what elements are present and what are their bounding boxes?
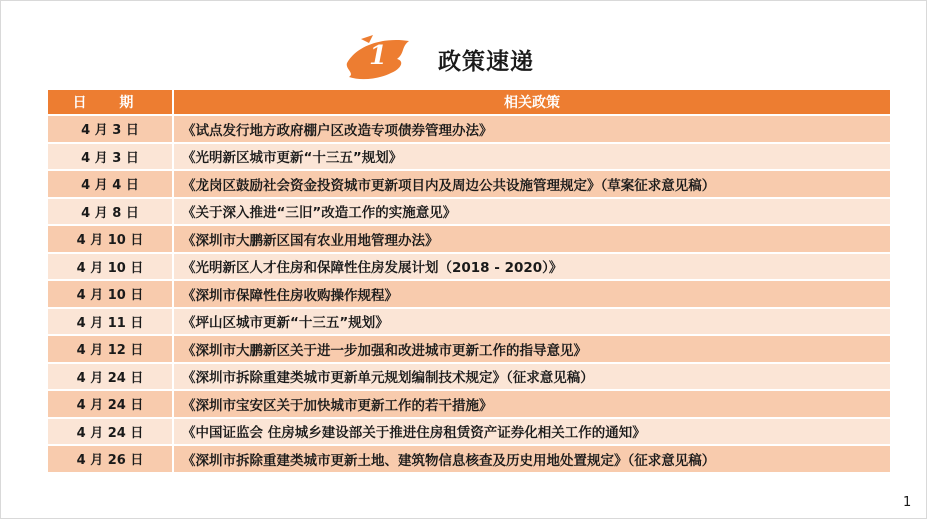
row-policy: 《关于深入推进“三旧”改造工作的实施意见》 [174,199,890,227]
table-row [48,226,890,254]
row-date: 4 月 11 日 [48,309,174,337]
table-row [48,199,890,227]
table-row [48,336,890,364]
table-row [48,144,890,172]
table-row [48,171,890,199]
row-date: 4 月 3 日 [48,144,174,172]
row-policy: 《深圳市大鹏新区国有农业用地管理办法》 [174,226,890,254]
row-date: 4 月 10 日 [48,254,174,282]
table-row [48,391,890,419]
page-title: 政策速递 [438,49,534,75]
row-policy: 《光明新区城市更新“十三五”规划》 [174,144,890,172]
row-date: 4 月 10 日 [48,281,174,309]
row-policy: 《试点发行地方政府棚户区改造专项债券管理办法》 [174,116,890,144]
row-date: 4 月 12 日 [48,336,174,364]
table-row [48,446,890,474]
row-date: 4 月 8 日 [48,199,174,227]
column-header-policy: 相关政策 [174,90,890,116]
row-date: 4 月 24 日 [48,364,174,392]
row-policy: 《深圳市宝安区关于加快城市更新工作的若干措施》 [174,391,890,419]
policy-table [48,90,890,474]
table-row [48,281,890,309]
table-row [48,254,890,282]
row-policy: 《光明新区人才住房和保障性住房发展计划（2018 - 2020）》 [174,254,890,282]
table-row [48,364,890,392]
section-number: 1 [368,41,388,71]
row-policy: 《深圳市保障性住房收购操作规程》 [174,281,890,309]
row-date: 4 月 26 日 [48,446,174,474]
page-number: 1 [903,495,912,510]
table-row [48,419,890,447]
row-policy: 《龙岗区鼓励社会资金投资城市更新项目内及周边公共设施管理规定》（草案征求意见稿） [174,171,890,199]
row-date: 4 月 10 日 [48,226,174,254]
row-policy: 《中国证监会 住房城乡建设部关于推进住房租赁资产证券化相关工作的通知》 [174,419,890,447]
table-row [48,116,890,144]
row-policy: 《深圳市大鹏新区关于进一步加强和改进城市更新工作的指导意见》 [174,336,890,364]
row-policy: 《深圳市拆除重建类城市更新土地、建筑物信息核查及历史用地处置规定》（征求意见稿） [174,446,890,474]
row-date: 4 月 24 日 [48,419,174,447]
row-policy: 《深圳市拆除重建类城市更新单元规划编制技术规定》（征求意见稿） [174,364,890,392]
table-header-row [48,90,890,116]
row-policy: 《坪山区城市更新“十三五”规划》 [174,309,890,337]
column-header-date: 日 期 [48,90,174,116]
section-badge [343,33,413,85]
row-date: 4 月 4 日 [48,171,174,199]
row-date: 4 月 3 日 [48,116,174,144]
row-date: 4 月 24 日 [48,391,174,419]
table-row [48,309,890,337]
slide-header [1,31,926,91]
